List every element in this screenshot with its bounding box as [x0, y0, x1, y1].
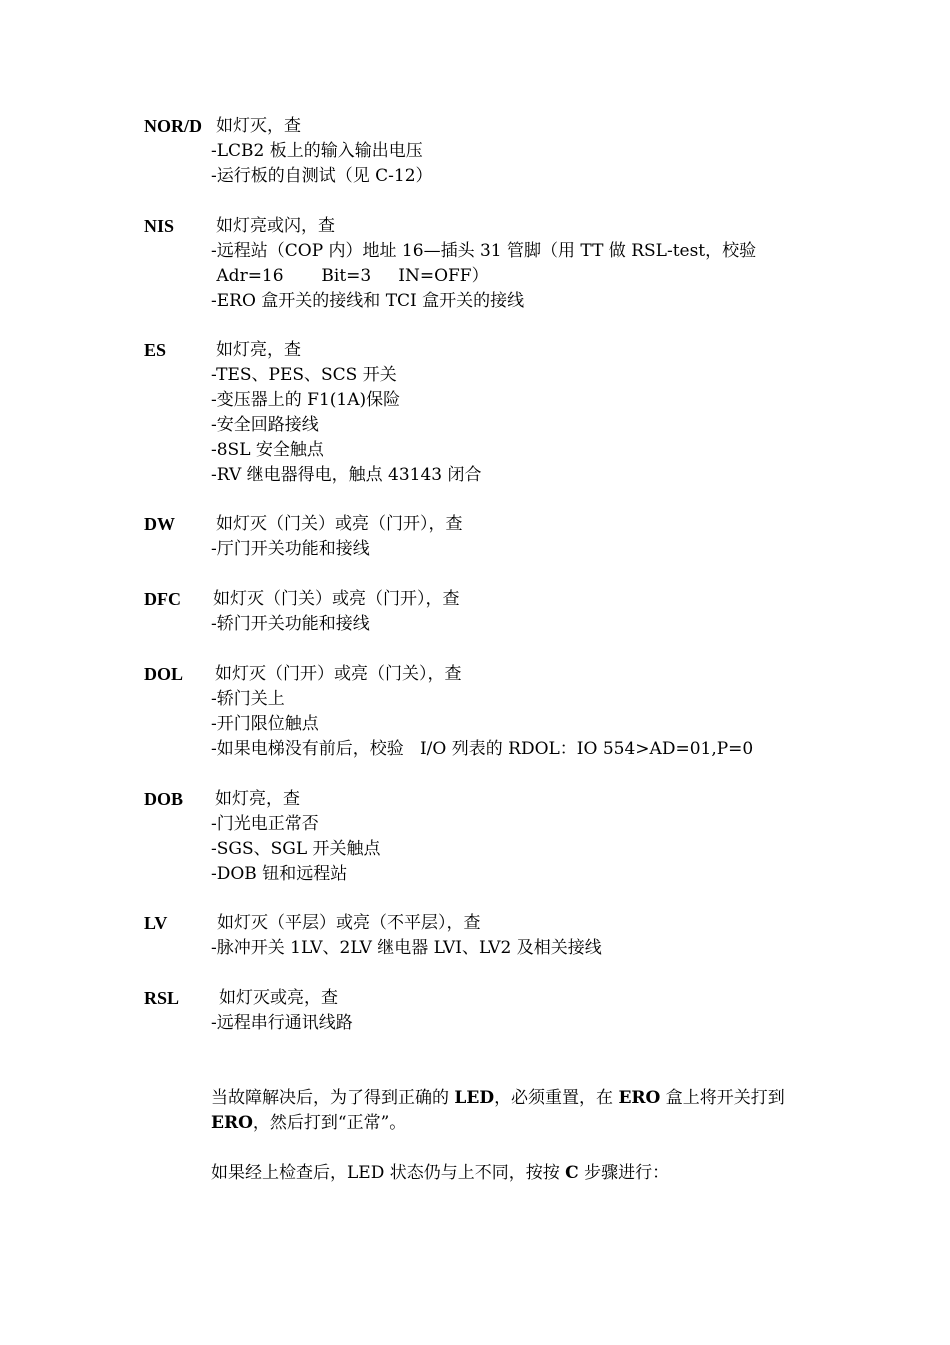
note-text: 盒上将开关打到	[660, 1088, 785, 1108]
section-line: -RV 继电器得电，触点 43143 闭合	[211, 465, 482, 485]
section-line: 如灯亮，查	[216, 340, 301, 360]
note-text: 步骤进行：	[578, 1163, 670, 1183]
section-code: DW	[144, 514, 175, 534]
section-line: -运行板的自测试（见 C-12）	[211, 166, 433, 186]
note-text: 当故障解决后，为了得到正确的	[211, 1088, 455, 1108]
note-text: 如果经上检查后，LED 状态仍与上不同，按按	[211, 1163, 566, 1183]
section-line: -轿门开关功能和接线	[211, 614, 370, 634]
section-line: 如灯灭（平层）或亮（不平层），查	[217, 913, 481, 933]
section-line: -安全回路接线	[211, 415, 319, 435]
section-line: -远程串行通讯线路	[211, 1013, 353, 1033]
section-line: 如灯灭或亮，查	[219, 988, 338, 1008]
section-code: DFC	[144, 589, 181, 609]
section-line: -变压器上的 F1(1A)保险	[211, 390, 401, 410]
section-line: Adr=16 Bit=3 IN=OFF）	[211, 266, 489, 286]
note-text: ，必须重置，在	[494, 1088, 619, 1108]
note-bold-ero: ERO	[211, 1113, 253, 1133]
section-line: -SGS、SGL 开关触点	[211, 839, 381, 859]
section-code: ES	[144, 340, 167, 360]
section-line: -门光电正常否	[211, 814, 319, 834]
section-line: -DOB 钮和远程站	[211, 864, 348, 884]
section-line: 如灯亮或闪，查	[216, 216, 335, 236]
section-line: 如灯灭（门关）或亮（门开），查	[216, 514, 463, 534]
section-line: -脉冲开关 1LV、2LV 继电器 LVI、LV2 及相关接线	[211, 938, 602, 958]
section-line: -ERO 盒开关的接线和 TCI 盒开关的接线	[211, 291, 525, 311]
section-code: DOL	[144, 664, 184, 684]
section-line: 如灯灭（门关）或亮（门开），查	[213, 589, 460, 609]
note-bold-ero: ERO	[618, 1088, 661, 1108]
section-code: LV	[144, 913, 168, 933]
next-step-paragraph	[211, 1161, 821, 1186]
note-bold-led: LED	[454, 1088, 495, 1108]
reset-note-paragraph	[211, 1086, 821, 1136]
note-text: ，然后打到“正常”。	[252, 1113, 407, 1133]
section-line: -8SL 安全触点	[211, 440, 324, 460]
section-line: 如灯灭，查	[216, 116, 301, 136]
section-code: DOB	[144, 789, 184, 809]
section-line: -远程站（COP 内）地址 16—插头 31 管脚（用 TT 做 RSL-test，校验	[211, 241, 757, 261]
section-line: -LCB2 板上的输入输出电压	[211, 141, 423, 161]
section-line: 如灯灭（门开）或亮（门关），查	[215, 664, 462, 684]
section-code: RSL	[144, 988, 180, 1008]
section-line: -开门限位触点	[211, 714, 319, 734]
section-code: NOR/D	[144, 116, 202, 136]
section-line: -如果电梯没有前后，校验 I/O 列表的 RDOL：IO 554>AD=01,P=0	[211, 739, 754, 759]
section-line: -轿门关上	[211, 689, 285, 709]
section-line: -厅门开关功能和接线	[211, 539, 370, 559]
section-line: -TES、PES、SCS 开关	[211, 365, 397, 385]
note-bold-c: C	[565, 1163, 579, 1183]
section-code: NIS	[144, 216, 175, 236]
section-line: 如灯亮，查	[215, 789, 300, 809]
